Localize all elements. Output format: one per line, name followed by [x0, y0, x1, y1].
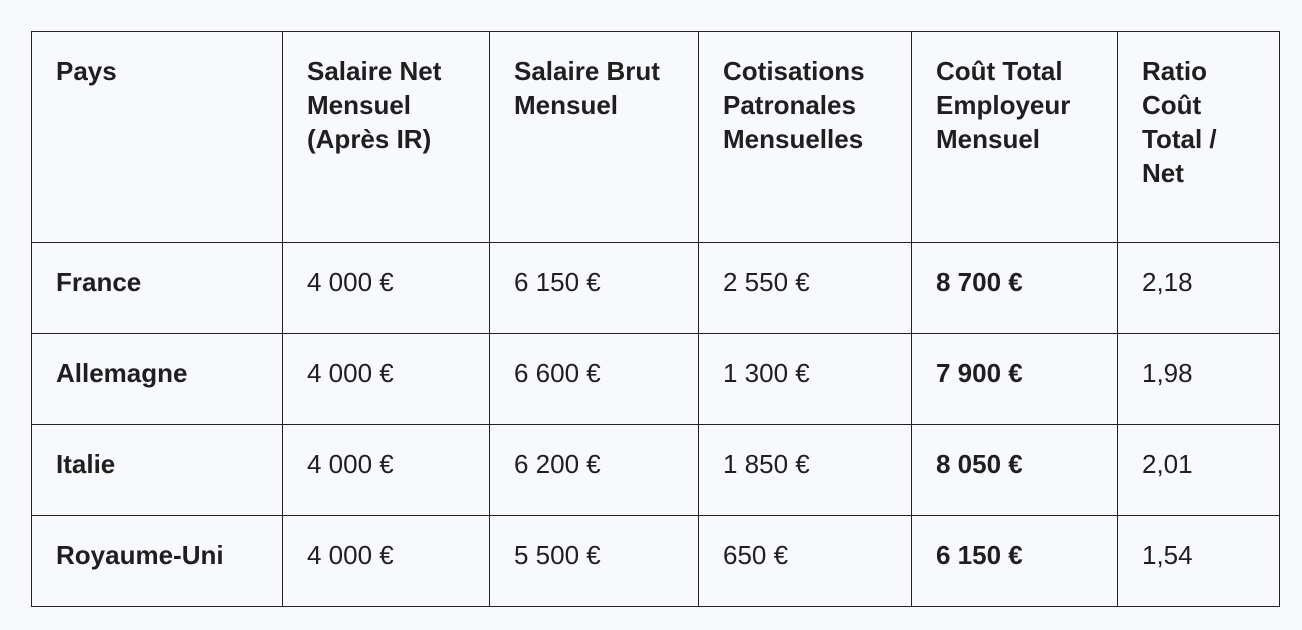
cell-cout-total: 6 150 €: [912, 516, 1118, 607]
cell-cout-total: 7 900 €: [912, 334, 1118, 425]
cell-net: 4 000 €: [283, 243, 490, 334]
cell-country: Italie: [32, 425, 283, 516]
header-salaire-net: Salaire Net Mensuel (Après IR): [283, 32, 490, 243]
cell-cotisations: 1 300 €: [699, 334, 912, 425]
header-ratio: Ratio Coût Total / Net: [1118, 32, 1280, 243]
cell-brut: 5 500 €: [490, 516, 699, 607]
header-salaire-brut: Salaire Brut Mensuel: [490, 32, 699, 243]
cell-ratio: 2,18: [1118, 243, 1280, 334]
cell-country: Royaume-Uni: [32, 516, 283, 607]
cell-cotisations: 2 550 €: [699, 243, 912, 334]
cell-brut: 6 150 €: [490, 243, 699, 334]
header-cotisations: Cotisations Patronales Mensuelles: [699, 32, 912, 243]
cell-ratio: 1,98: [1118, 334, 1280, 425]
cell-net: 4 000 €: [283, 425, 490, 516]
table-row: [32, 516, 1280, 607]
header-cout-total: Coût Total Employeur Mensuel: [912, 32, 1118, 243]
cell-cout-total: 8 700 €: [912, 243, 1118, 334]
cell-cout-total: 8 050 €: [912, 425, 1118, 516]
cell-cotisations: 1 850 €: [699, 425, 912, 516]
header-pays: Pays: [32, 32, 283, 243]
cell-country: France: [32, 243, 283, 334]
cell-net: 4 000 €: [283, 516, 490, 607]
cell-brut: 6 200 €: [490, 425, 699, 516]
table-container: [31, 31, 1280, 607]
cell-ratio: 1,54: [1118, 516, 1280, 607]
cell-country: Allemagne: [32, 334, 283, 425]
table-row: [32, 425, 1280, 516]
table-header-row: [32, 32, 1280, 243]
cell-net: 4 000 €: [283, 334, 490, 425]
table-row: [32, 334, 1280, 425]
cell-brut: 6 600 €: [490, 334, 699, 425]
table-row: [32, 243, 1280, 334]
cell-cotisations: 650 €: [699, 516, 912, 607]
salary-cost-table: [31, 31, 1280, 607]
cell-ratio: 2,01: [1118, 425, 1280, 516]
